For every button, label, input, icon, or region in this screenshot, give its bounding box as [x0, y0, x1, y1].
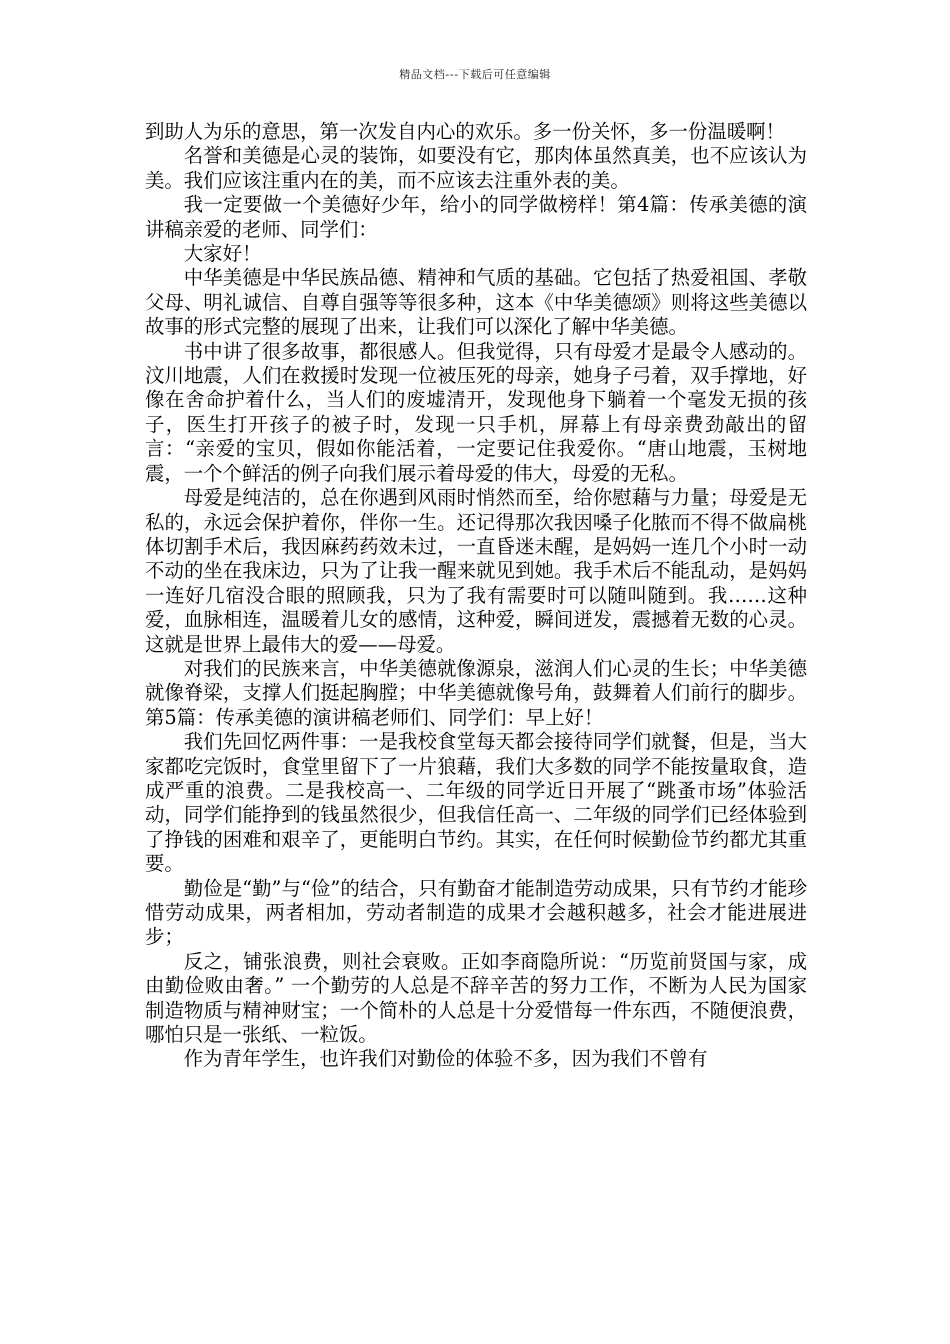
paragraph-11: 反之，铺张浪费，则社会衰败。正如李商隐所说：“历览前贤国与家，成由勤俭败由奢。” 一个勤劳的人总是不辞辛苦的努力工作，不断为人民为国家制造物质与精神财宝；一个简朴的人总是十分爱惜每一件东西，不随便浪费，哪怕只是一张纸、一粒饭。 — [145, 949, 807, 1047]
paragraph-5: 中华美德是中华民族品德、精神和气质的基础。它包括了热爱祖国、孝敬父母、明礼诚信、自尊自强等等很多种，这本《中华美德颂》则将这些美德以故事的形式完整的展现了出来，让我们可以深化了解中华美德。 — [145, 266, 807, 339]
paragraph-3: 我一定要做一个美德好少年，给小的同学做榜样！第4篇：传承美德的演讲稿亲爱的老师、同学们： — [145, 193, 807, 241]
paragraph-4: 大家好！ — [183, 242, 262, 266]
page-header: 精品文档---下载后可任意编辑 — [399, 68, 551, 81]
document-body — [145, 120, 807, 1072]
paragraph-1: 到助人为乐的意思，第一次发自内心的欢乐。多一份关怀，多一份温暖啊！ — [145, 120, 785, 143]
paragraph-12: 作为青年学生，也许我们对勤俭的体验不多，因为我们不曾有 — [183, 1047, 708, 1071]
paragraph-2: 名誉和美德是心灵的装饰，如要没有它，那肉体虽然真美，也不应该认为美。我们应该注重内在的美，而不应该去注重外表的美。 — [145, 144, 807, 192]
paragraph-8: 对我们的民族来言，中华美德就像源泉，滋润人们心灵的生长；中华美德就像脊梁，支撑人们挺起胸膛；中华美德就像号角，鼓舞着人们前行的脚步。第5篇：传承美德的演讲稿老师们、同学们：早上好！ — [145, 656, 807, 729]
paragraph-10: 勤俭是“勤”与“俭”的结合，只有勤奋才能制造劳动成果，只有节约才能珍惜劳动成果，两者相加，劳动者制造的成果才会越积越多，社会才能进展进步； — [145, 876, 807, 949]
paragraph-6: 书中讲了很多故事，都很感人。但我觉得，只有母爱才是最令人感动的。汶川地震，人们在救援时发现一位被压死的母亲，她身子弓着，双手撑地，好像在舍命护着什么，当人们的废墟清开，发现他身下躺着一个毫发无损的孩子，医生打开孩子的被子时，发现一只手机，屏幕上有母亲费劲敲出的留言：“亲爱的宝贝，假如你能活着，一定要记住我爱你。“唐山地震，玉树地震，一个个鲜活的例子向我们展示着母爱的伟大，母爱的无私。 — [145, 339, 807, 485]
paragraph-9: 我们先回忆两件事：一是我校食堂每天都会接待同学们就餐，但是，当大家都吃完饭时，食堂里留下了一片狼藉，我们大多数的同学不能按量取食，造成严重的浪费。二是我校高一、二年级的同学近日开展了“跳蚤市场”体验活动，同学们能挣到的钱虽然很少，但我信任高一、二年级的同学们已经体验到了挣钱的困难和艰辛了，更能明白节约。其实，在任何时候勤俭节约都尤其重要。 — [145, 730, 807, 876]
paragraph-7: 母爱是纯洁的，总在你遇到风雨时悄然而至，给你慰藉与力量；母爱是无私的，永远会保护着你，伴你一生。还记得那次我因嗓子化脓而不得不做扁桃体切割手术后，我因麻药药效未过，一直昏迷未醒，是妈妈一连几个小时一动不动的坐在我床边，只为了让我一醒来就见到她。我手术后不能乱动，是妈妈一连好几宿没合眼的照顾我，只为了我有需要时可以随叫随到。我……这种爱，血脉相连，温暖着儿女的感情，这种爱，瞬间迸发，震撼着无数的心灵。这就是世界上最伟大的爱——母爱。 — [145, 486, 807, 656]
